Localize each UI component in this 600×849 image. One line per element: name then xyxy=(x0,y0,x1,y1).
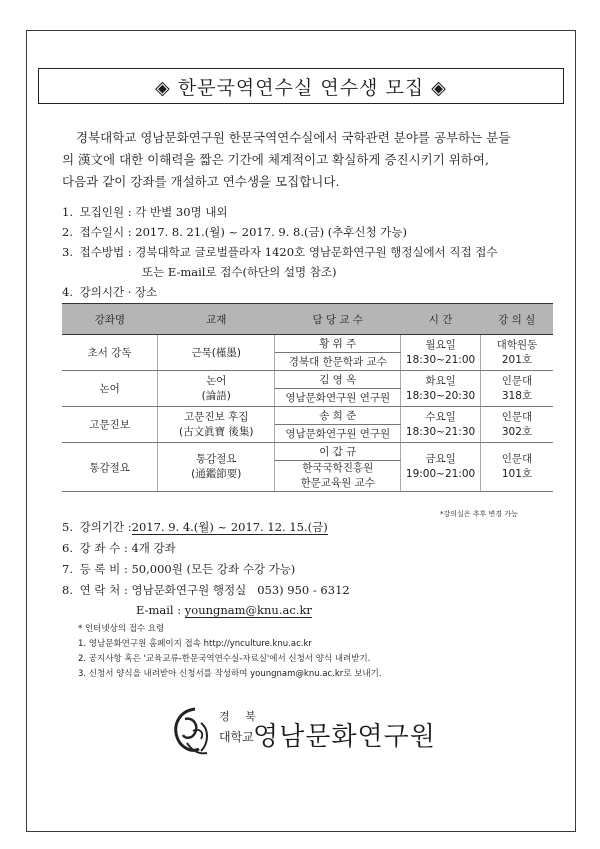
professor-name: 김 영 옥 xyxy=(275,371,401,389)
item-application-method xyxy=(62,244,498,260)
room-change-note: *강의실은 추후 변경 가능 xyxy=(440,510,518,518)
textbook-title: 통감절요 xyxy=(195,453,237,465)
lecture-hours: 18:30~21:00 xyxy=(405,353,476,366)
professor-affiliation xyxy=(275,461,401,492)
institute-logo xyxy=(165,703,445,763)
item-application-method-cont xyxy=(142,264,337,280)
intro-line-1: 경북대학교 영남문화연구원 한문국역연수실에서 국학관련 분야를 공부하는 분들 xyxy=(76,130,511,145)
lecture-hours: 18:30~21:30 xyxy=(405,425,476,438)
lecture-room xyxy=(480,443,553,492)
lecture-table xyxy=(62,303,553,492)
lecture-day: 화요일 xyxy=(425,374,456,387)
textbook xyxy=(158,371,275,407)
lecture-day: 수요일 xyxy=(425,410,456,423)
room-number: 318호 xyxy=(501,389,533,402)
item-text: 접수방법 : 경북대학교 글로벌플라자 1420호 영남문화연구원 행정실에서 직접 접수 xyxy=(79,245,498,259)
guide-step-3: 3. 신청서 양식을 내려받아 신청서를 작성하여 youngnam@knu.ac.kr로 보내기. xyxy=(78,669,382,679)
table-row xyxy=(62,335,553,353)
affiliation-line-2: 한문교육원 교수 xyxy=(300,477,375,489)
textbook-hanja: (古文眞寶 後集) xyxy=(178,425,254,438)
lecture-time xyxy=(401,335,481,371)
internet-application-guide xyxy=(78,622,558,682)
item-text: 등 록 비 : 50,000원 (모든 강좌 수강 가능) xyxy=(79,562,296,576)
item-text: 강 좌 수 : 4개 강좌 xyxy=(79,541,176,555)
professor-affiliation: 영남문화연구원 연구원 xyxy=(275,425,401,443)
item-application-date xyxy=(62,224,407,240)
item-number: 1. xyxy=(62,205,73,219)
item-fee xyxy=(62,561,295,577)
room-building: 인문대 xyxy=(501,453,533,465)
item-number: 3. xyxy=(62,245,73,259)
header-course: 강좌명 xyxy=(62,304,158,335)
item-number: 5. xyxy=(62,520,73,534)
logo-text-bottom: 대학교 xyxy=(219,730,254,744)
item-course-count xyxy=(62,540,176,556)
item-text: 접수일시 : 2017. 8. 21.(월) ~ 2017. 9. 8.(금) (추후신청 가능) xyxy=(79,225,407,239)
professor-name: 이 갑 규 xyxy=(275,443,401,461)
lecture-time xyxy=(401,443,481,492)
intro-paragraph xyxy=(62,127,542,193)
item-number: 8. xyxy=(62,583,73,597)
lecture-day: 월요일 xyxy=(425,338,456,351)
header-professor: 담 당 교 수 xyxy=(275,304,401,335)
textbook-title: 논어 xyxy=(206,374,227,387)
item-number: 7. xyxy=(62,562,73,576)
intro-line-2: 의 漢文에 대한 이해력을 짧은 기간에 체계적이고 확실하게 증진시키기 위하여, xyxy=(62,152,489,167)
room-building: 인문대 xyxy=(501,410,533,423)
table-row xyxy=(62,407,553,425)
item-text: 연 락 처 : 영남문화연구원 행정실 053) 950 - 6312 xyxy=(79,583,350,597)
guide-step-1: 1. 영남문화연구원 홈페이지 접속 http://ynculture.knu.ac.kr xyxy=(78,639,312,649)
intro-line-3: 다음과 같이 강좌를 개설하고 연수생을 모집합니다. xyxy=(62,174,340,189)
professor-affiliation: 경북대 한문학과 교수 xyxy=(275,353,401,371)
table-row xyxy=(62,443,553,461)
item-text: 모집인원 : 각 반별 30명 내외 xyxy=(79,205,228,219)
room-number: 302호 xyxy=(501,425,533,438)
course-name: 통감절요 xyxy=(62,443,158,492)
lecture-day: 금요일 xyxy=(425,453,456,465)
course-name: 초서 강독 xyxy=(62,335,158,371)
room-building: 인문대 xyxy=(501,374,533,387)
email-label: E-mail : xyxy=(136,603,185,617)
room-number: 101호 xyxy=(501,468,533,480)
lecture-hours: 18:30~20:30 xyxy=(405,389,476,402)
room-number: 201호 xyxy=(501,353,533,366)
professor-affiliation: 영남문화연구원 연구원 xyxy=(275,389,401,407)
textbook xyxy=(158,407,275,443)
item-text: 강의시간 · 장소 xyxy=(79,285,158,299)
period-value: 2017. 9. 4.(월) ~ 2017. 12. 15.(금) xyxy=(131,520,328,534)
logo-institute-name: 영남문화연구원 xyxy=(253,722,436,752)
lecture-time xyxy=(401,407,481,443)
item-label: 강의기간 : xyxy=(79,520,132,534)
affiliation-line-1: 한국국학진흥원 xyxy=(302,462,374,474)
lecture-time xyxy=(401,371,481,407)
header-time: 시 간 xyxy=(401,304,481,335)
textbook xyxy=(158,443,275,492)
item-contact xyxy=(62,582,350,598)
page-title: ◈ 한문국역연수실 연수생 모집 ◈ xyxy=(38,68,564,104)
email-link[interactable]: youngnam@knu.ac.kr xyxy=(184,603,312,617)
item-period xyxy=(62,519,328,535)
item-email xyxy=(136,603,312,617)
textbook-title: 고문진보 후집 xyxy=(184,410,249,423)
item-text: 또는 E-mail로 접수(하단의 설명 참조) xyxy=(142,265,337,279)
table-row xyxy=(62,371,553,389)
header-textbook: 교재 xyxy=(158,304,275,335)
item-recruitment xyxy=(62,204,228,220)
professor-name: 송 희 준 xyxy=(275,407,401,425)
header-room: 강 의 실 xyxy=(480,304,553,335)
course-name: 고문진보 xyxy=(62,407,158,443)
professor-name: 황 위 주 xyxy=(275,335,401,353)
lecture-room xyxy=(480,407,553,443)
institute-emblem-icon xyxy=(165,703,225,763)
textbook-hanja: (論語) xyxy=(201,389,231,402)
item-number: 4. xyxy=(62,285,73,299)
lecture-room xyxy=(480,335,553,371)
room-building: 대학원동 xyxy=(496,338,538,351)
item-lecture-time xyxy=(62,284,157,300)
textbook: 근묵(槿墨) xyxy=(158,335,275,371)
table-header-row xyxy=(62,304,553,335)
item-number: 2. xyxy=(62,225,73,239)
course-name: 논어 xyxy=(62,371,158,407)
textbook-hanja: (通鑑節要) xyxy=(191,468,242,480)
lecture-hours: 19:00~21:00 xyxy=(405,468,476,480)
guide-step-2: 2. 공지사항 혹은 '교육교류-한문국역연수실-자료실'에서 신청서 양식 내려받기. xyxy=(78,654,371,664)
lecture-room xyxy=(480,371,553,407)
logo-text-top: 경 북 xyxy=(219,710,262,723)
guide-heading: * 인터넷상의 접수 요령 xyxy=(78,624,165,634)
item-number: 6. xyxy=(62,541,73,555)
